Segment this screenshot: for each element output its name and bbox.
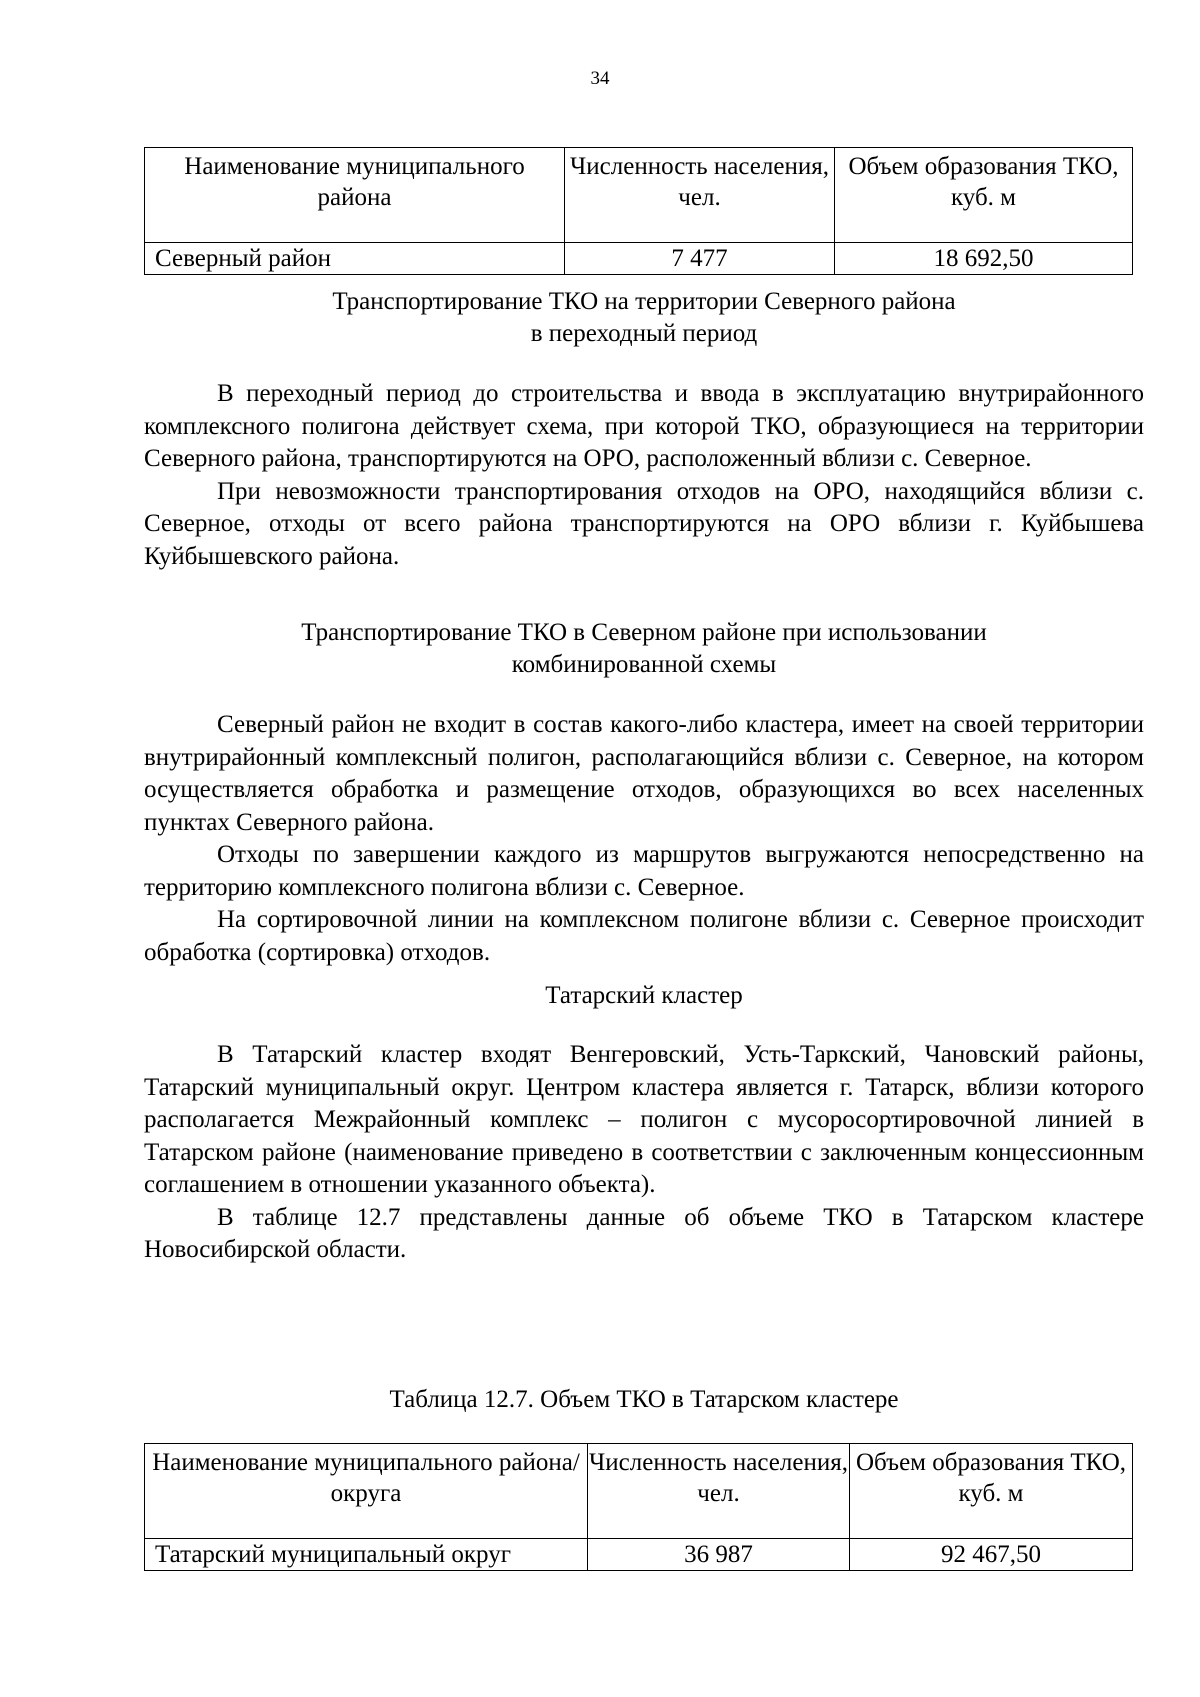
column-header-population: Численность населения, чел. (588, 1444, 850, 1539)
column-header-district: Наименование муниципального района/округа (145, 1444, 588, 1539)
table-header-row (145, 148, 1133, 243)
paragraph: В таблице 12.7 представлены данные об объеме ТКО в Татарском кластере Новосибирской области. (144, 1203, 1144, 1263)
column-header-tko-volume: Объем образования ТКО, куб. м (835, 148, 1133, 243)
page-number: 34 (590, 68, 610, 89)
cell-district-name: Татарский муниципальный округ (145, 1539, 588, 1571)
section-body-transitional (144, 378, 1144, 573)
section-heading-tatar-cluster: Татарский кластер (545, 982, 743, 1009)
paragraph: При невозможности транспортирования отходов на ОРО, находящийся вблизи с. Северное, отходы от всего района транспортируются на ОРО вблизи г. Куйбышева Куйбышевского района. (144, 477, 1144, 570)
section-body-combined-scheme (144, 709, 1144, 969)
column-header-population: Численность населения, чел. (565, 148, 835, 243)
heading-line: Транспортирование ТКО на территории Северного района (332, 288, 956, 315)
tatar-cluster-tko-table (144, 1443, 1133, 1571)
table-row (145, 243, 1133, 275)
table-header-row (145, 1444, 1133, 1539)
paragraph: Отходы по завершении каждого из маршрутов выгружаются непосредственно на территорию комплексного полигона вблизи с. Северное. (144, 841, 1144, 901)
cell-population: 36 987 (588, 1539, 850, 1571)
paragraph: В Татарский кластер входят Венгеровский, Усть-Таркский, Чановский районы, Татарский муниципальный округ. Центром кластера является г. Татарск, вблизи которого располагается Межрайонный комплекс – полигон с мусоросортировочной линией в Татарском районе (наименование приведено в соответствии с заключенным концессионным соглашением в отношении указанного объекта). (144, 1041, 1144, 1198)
cell-population: 7 477 (565, 243, 835, 275)
section-body-tatar-cluster (144, 1039, 1144, 1267)
cell-tko-volume: 18 692,50 (835, 243, 1133, 275)
section-heading-combined-scheme (144, 617, 1144, 681)
cell-district-name: Северный район (145, 243, 565, 275)
heading-line: в переходный период (530, 320, 758, 347)
column-header-tko-volume: Объем образования ТКО, куб. м (850, 1444, 1133, 1539)
paragraph: В переходный период до строительства и ввода в эксплуатацию внутрирайонного комплексного полигона действует схема, при которой ТКО, образующиеся на территории Северного района, транспортируются на ОРО, расположенный вблизи с. Северное. (144, 380, 1144, 472)
heading-line: Транспортирование ТКО в Северном районе при использовании (301, 619, 987, 646)
section-heading-transitional (144, 286, 1144, 350)
paragraph: На сортировочной линии на комплексном полигоне вблизи с. Северное происходит обработка (сортировка) отходов. (144, 906, 1144, 966)
cell-tko-volume: 92 467,50 (850, 1539, 1133, 1571)
table-caption: Таблица 12.7. Объем ТКО в Татарском кластере (389, 1386, 899, 1413)
heading-line: комбинированной схемы (511, 651, 777, 678)
column-header-district: Наименование муниципального района (145, 148, 565, 243)
district-tko-table (144, 147, 1133, 275)
paragraph: Северный район не входит в состав какого-либо кластера, имеет на своей территории внутрирайонный комплексный полигон, располагающийся вблизи с. Северное, на котором осуществляется обработка и размещение отходов, образующихся во всех населенных пунктах Северного района. (144, 711, 1144, 836)
table-row (145, 1539, 1133, 1571)
